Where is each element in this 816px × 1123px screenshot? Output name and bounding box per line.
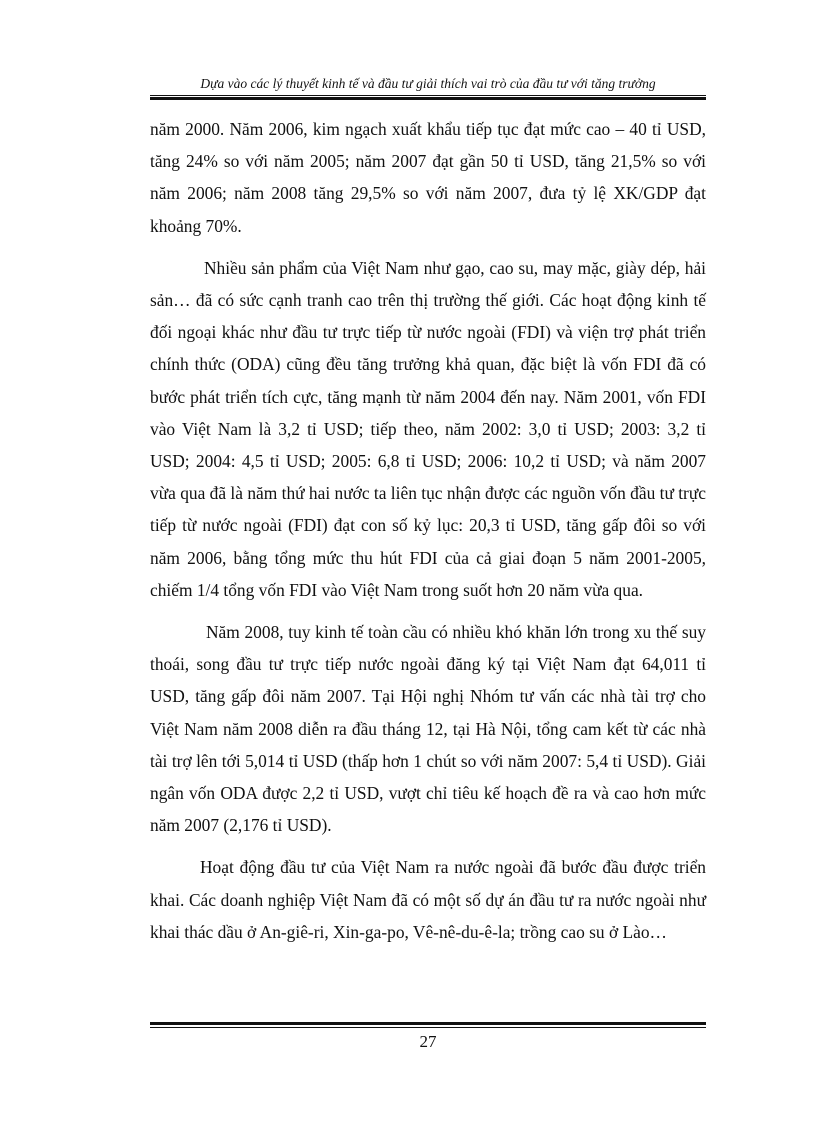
footer-rule-thick [150,1022,706,1025]
header-rule-thin [150,95,706,96]
page-number: 27 [419,1032,437,1051]
header-title: Dựa vào các lý thuyết kinh tế và đầu tư giải thích vai trò của đầu tư với tăng trưởng [200,76,656,91]
footer-rule-thin [150,1027,706,1028]
paragraph-1: năm 2000. Năm 2006, kim ngạch xuất khẩu tiếp tục đạt mức cao – 40 tỉ USD, tăng 24% so với năm 2005; năm 2007 đạt gần 50 tỉ USD, tăng 21,5% so với năm 2006; năm 2008 tăng 29,5% so với năm 2007, đưa tỷ lệ XK/GDP đạt khoảng 70%. [150,119,706,236]
paragraph-3: Năm 2008, tuy kinh tế toàn cầu có nhiều khó khăn lớn trong xu thế suy thoái, song đầu tư trực tiếp nước ngoài đăng ký tại Việt Nam đạt 64,011 tỉ USD, tăng gấp đôi năm 2007. Tại Hội nghị Nhóm tư vấn các nhà tài trợ cho Việt Nam năm 2008 diễn ra đầu tháng 12, tại Hà Nội, tổng cam kết từ các nhà tài trợ lên tới 5,014 tỉ USD (thấp hơn 1 chút so với năm 2007: 5,4 tỉ USD). Giải ngân vốn ODA được 2,2 tỉ USD, vượt chỉ tiêu kế hoạch đề ra và cao hơn mức năm 2007 (2,176 tỉ USD). [150,622,706,836]
paragraph-4: Hoạt động đầu tư của Việt Nam ra nước ngoài đã bước đầu được triển khai. Các doanh nghiệp Việt Nam đã có một số dự án đầu tư ra nước ngoài như khai thác dầu ở An-giê-ri, Xin-ga-po, Vê-nê-du-ê-la; trồng cao su ở Lào… [150,857,706,942]
body-text [150,113,706,948]
page-header [150,76,706,100]
paragraph-2: Nhiều sản phẩm của Việt Nam như gạo, cao su, may mặc, giày dép, hải sản… đã có sức cạnh tranh cao trên thị trường thế giới. Các hoạt động kinh tế đối ngoại khác như đầu tư trực tiếp từ nước ngoài (FDI) và viện trợ phát triển chính thức (ODA) cũng đều tăng trưởng khả quan, đặc biệt là vốn FDI đã có bước phát triển tích cực, tăng mạnh từ năm 2004 đến nay. Năm 2001, vốn FDI vào Việt Nam là 3,2 tỉ USD; tiếp theo, năm 2002: 3,0 tỉ USD; 2003: 3,2 tỉ USD; 2004: 4,5 tỉ USD; 2005: 6,8 tỉ USD; 2006: 10,2 tỉ USD; và năm 2007 vừa qua đã là năm thứ hai nước ta liên tục nhận được các nguồn vốn đầu tư trực tiếp từ nước ngoài (FDI) đạt con số kỷ lục: 20,3 tỉ USD, tăng gấp đôi so với năm 2006, bằng tổng mức thu hút FDI của cả giai đoạn 5 năm 2001-2005, chiếm 1/4 tổng vốn FDI vào Việt Nam trong suốt hơn 20 năm vừa qua. [150,257,706,600]
header-rule-thick [150,97,706,100]
page-footer [150,1022,706,1052]
